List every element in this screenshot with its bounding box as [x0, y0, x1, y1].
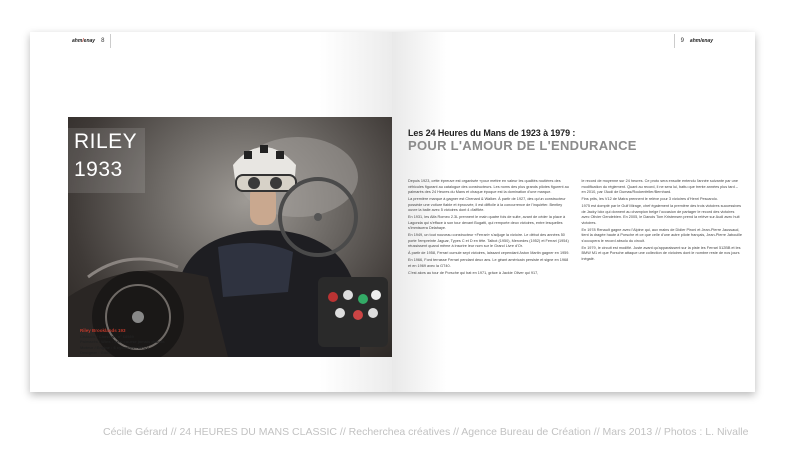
paragraph: 1975 est dompté par le Gulf Mirage, chef également la première des trois victoires successives de Jacky Ickx qui donnent au champion belge l'occasion de partager le record des victoires avec Olivier Gendebien. En 2005, le Danois Tom Kristensen prend la relève sur Audi avec huit victoires.: [581, 204, 742, 225]
paragraph: À partir de 1958, Ferrari cumule sept victoires, laissant cependant Aston Martin gagner en 1959.: [408, 251, 570, 255]
paragraph: En 1931, les Alfa Romeo 2.3L prennent le main quatre fois de suite, avant de céder la place à Lagonda qui s'efface à son tour devant Bugatti, qui remporte deux victoires, entre lesquelles s'immiscera Delahaye.: [408, 215, 566, 230]
article-column-2: [582, 179, 744, 278]
photo-caption: [80, 328, 190, 356]
caption-engine: Moteur / Engine : 6 cylindres / 85 CV: [80, 344, 149, 350]
paragraph: En 1949, un tout nouveau constructeur «Ferrari» s'adjuge la victoire. Le début des années 50 porte l'empreinte Jaguar, Types C et D en tête. Talbot (1950), Mercedes (1952) et Ferrari (1954) réussissent quand même à inscrire leur nom sur le Grand Livre d'Or.: [408, 233, 569, 248]
caption-designer: Designer : Gibb.: [80, 350, 111, 355]
paragraph: En 1979, le circuit est modifié. Juste avant qu'apparaissent sur la piste les Ferrari 512BB et les BMW M1 et que Porsche attaque une collection de victoires dont le nombre reste de nos jours inégalé.: [581, 245, 741, 261]
model-year: 1933: [74, 158, 123, 181]
paragraph: Depuis 1923, cette épreuve est organisée «pour mettre en valeur les qualités routières des véhicules figurant au catalogue des constructeurs. Les noms des plus grands pilotes figurent au palmarès des 24 Heures du Mans et chaque époque est la domination d'une marque.: [408, 179, 569, 194]
page-number: 8: [101, 38, 105, 44]
caption-title: Riley Brooklands 193: [80, 328, 126, 333]
paragraph: La première marque à gagner est Chenard & Walker. À partir de 1927, des qu'un constructeur possède une voiture fiable et éprouvée, il est difficile à la concurrence de l'inquiéter. Bentley ouvre la balle avec 5 victoires dont 4 d'affilée.: [408, 197, 566, 212]
article-body: [408, 179, 743, 278]
model-title-overlay: [30, 128, 145, 193]
left-page-header: [72, 32, 111, 50]
paragraph: C'est alors au tour de Porsche qui bat en 1971, grâce à Jackie Oliver qui 917,: [408, 270, 539, 275]
paragraph: En 1978 Renault gagne avec l'Alpine qui, aux mains de Didier Pironi et Jean-Pierre Jaussaud, tient la dragée haute à Porsche et ce que celle d'une autre pilote français, Jean-Pierre Jabouille s'occupera le record absolu du circuit.: [581, 227, 743, 243]
paragraph: Fins prits, les V12 de Matra prennent le relève pour 3 victoires d'Henri Pescarolo.: [581, 197, 718, 201]
article-column-1: [408, 179, 570, 278]
paragraph: le record de moyenne sur 24 heures. Ce proto sera ensuite entendu l'année suivante par une modification du règlement. Quant au record, il ne sera lui, battu que trente années plus tard – en 2010, par l'Audi de Dumas/Rockenfeller/Bernhard.: [581, 179, 738, 194]
brand-logo: ahm/enay: [689, 38, 713, 44]
article-kicker: Les 24 Heures du Mans de 1923 à 1979 :: [408, 128, 576, 138]
left-page: [30, 32, 392, 392]
caption-wins: Palmarès / Wins : 1ère course jamais débuta: [80, 339, 165, 344]
header-divider: [674, 34, 675, 48]
article-title: POUR L'AMOUR DE L'ENDURANCE: [408, 138, 637, 153]
right-page: [392, 32, 755, 392]
header-divider: [110, 34, 111, 48]
paragraph: En 1966, Ford terrasse Ferrari pendant deux ans. Le géant américain persiste et signe en 1968 et en 1969 avec la GT40.: [408, 258, 569, 268]
right-page-header: [674, 32, 713, 50]
brand-logo: ahm/enay: [72, 38, 96, 44]
model-name: RILEY: [74, 130, 138, 153]
credits-line: Cécile Gérard // 24 HEURES DU MANS CLASSIC // Recherchea créatives // Agence Bureau de Création // Mars 2013 // Photos : L. Nivalle: [103, 426, 749, 438]
page-number: 9: [680, 38, 684, 44]
caption-chassis: Châssis / Chassis : n° 68989: [80, 333, 134, 339]
